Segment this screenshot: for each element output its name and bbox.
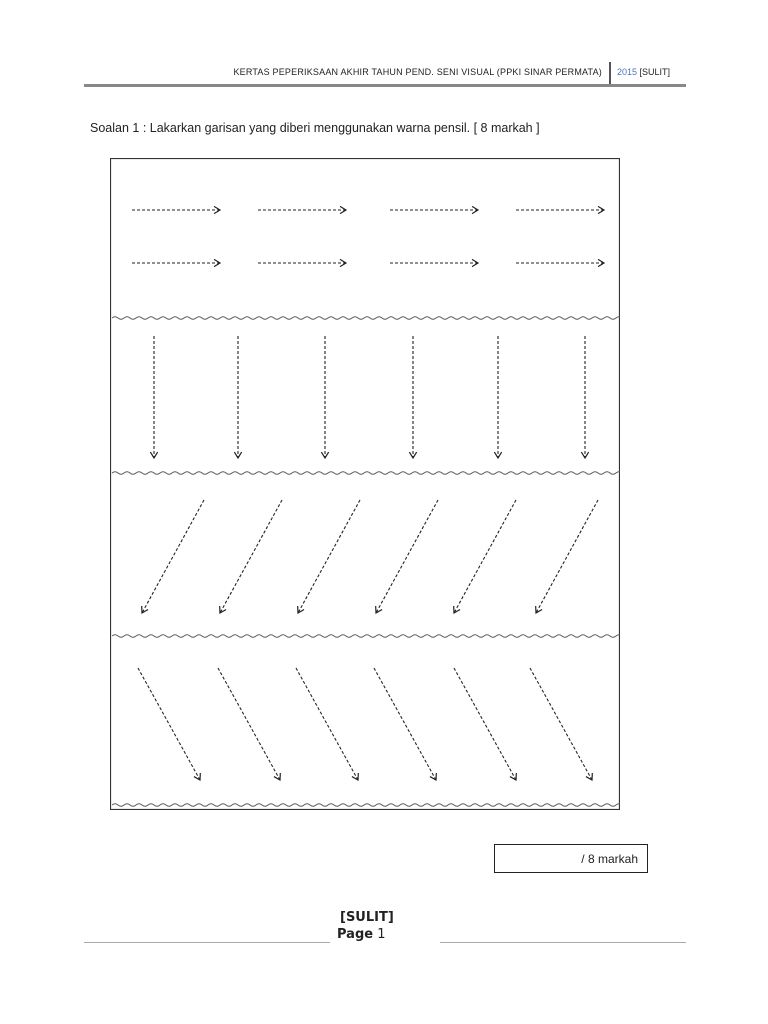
worksheet-frame xyxy=(110,158,620,810)
score-label: / 8 markah xyxy=(581,852,638,866)
header-year: 2015 xyxy=(617,67,638,77)
footer-rule-right xyxy=(440,942,686,943)
header-separator xyxy=(609,62,611,84)
worksheet-border xyxy=(111,159,620,810)
footer-page-label: Page xyxy=(337,927,374,942)
header-classification: [SULIT] xyxy=(639,67,671,77)
score-box xyxy=(494,844,648,873)
question-text: Soalan 1 : Lakarkan garisan yang diberi menggunakan warna pensil. [ 8 markah ] xyxy=(90,121,540,135)
header-title: KERTAS PEPERIKSAAN AKHIR TAHUN PEND. SENI VISUAL (PPKI SINAR PERMATA) xyxy=(233,67,602,77)
footer-page-number: 1 xyxy=(377,927,386,942)
footer-page xyxy=(337,927,386,942)
header-rule xyxy=(84,84,686,87)
header-right xyxy=(617,67,670,77)
footer-rule-left xyxy=(84,942,330,943)
footer-classification: [SULIT] xyxy=(340,910,394,925)
